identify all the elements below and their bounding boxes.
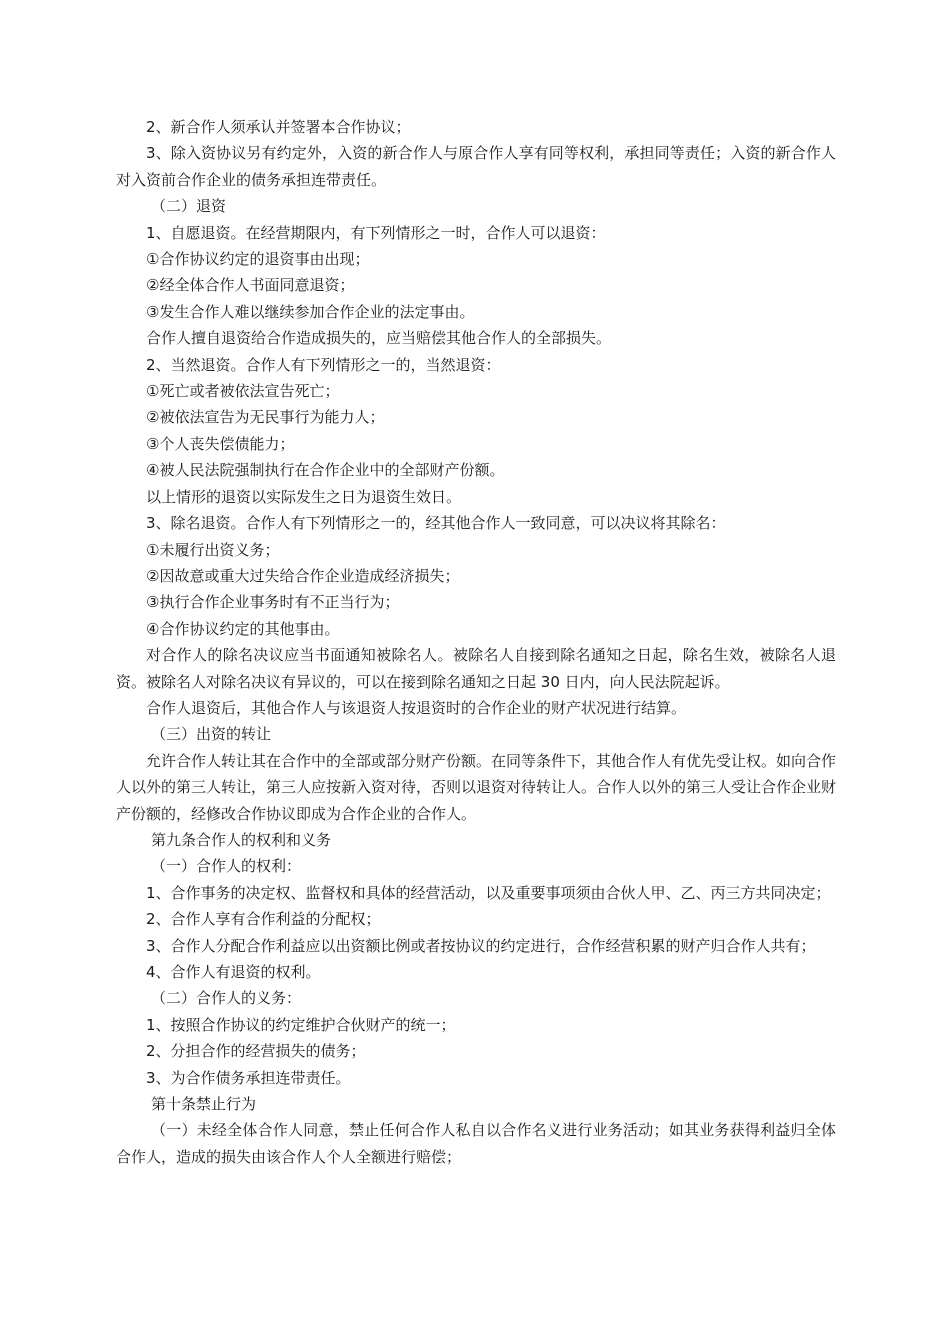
paragraph: 对合作人的除名决议应当书面通知被除名人。被除名人自接到除名通知之日起，除名生效，被除名人退资。被除名人对除名决议有异议的，可以在接到除名通知之日起 30 日内，向人民法院起诉。 — [116, 646, 836, 691]
paragraph: 2、新合作人须承认并签署本合作协议； — [146, 118, 411, 136]
section-heading: 第九条合作人的权利和义务 — [151, 830, 332, 849]
paragraph: 3、为合作债务承担连带责任。 — [146, 1068, 351, 1087]
paragraph: ③发生合作人难以继续参加合作企业的法定事由。 — [146, 302, 475, 321]
paragraph: ④被人民法院强制执行在合作企业中的全部财产份额。 — [146, 461, 505, 480]
paragraph: 允许合作人转让其在合作中的全部或部分财产份额。在同等条件下，其他合作人有优先受让权。如向合作人以外的第三人转让，第三人应按新入资对待，否则以退资对待转让人。合作人以外的第三人受让合作企业财产份额的，经修改合作协议即成为合作企业的合作人。 — [116, 751, 837, 823]
paragraph: 2、合作人享有合作利益的分配权； — [146, 910, 381, 929]
section-heading: （二）合作人的义务： — [151, 989, 302, 1008]
paragraph: ②经全体合作人书面同意退资； — [146, 276, 355, 295]
paragraph: ③个人丧失偿债能力； — [146, 434, 295, 453]
paragraph: ①未履行出资义务； — [146, 540, 280, 559]
paragraph: 3、除名退资。合作人有下列情形之一的，经其他合作人一致同意，可以决议将其除名： — [146, 514, 726, 533]
paragraph: 合作人退资后，其他合作人与该退资人按退资时的合作企业的财产状况进行结算。 — [146, 698, 687, 717]
section-heading: 第十条禁止行为 — [151, 1095, 257, 1114]
paragraph: ①合作协议约定的退资事由出现； — [146, 250, 370, 269]
paragraph: ③执行合作企业事务时有不正当行为； — [146, 593, 400, 612]
section-heading: （二）退资 — [151, 197, 227, 216]
section-heading: （三）出资的转让 — [151, 725, 272, 744]
paragraph: 1、合作事务的决定权、监督权和具体的经营活动，以及重要事项须由合伙人甲、乙、丙三方共同决定； — [146, 883, 831, 902]
paragraph: 以上情形的退资以实际发生之日为退资生效日。 — [146, 487, 462, 506]
paragraph: 合作人擅自退资给合作造成损失的，应当赔偿其他合作人的全部损失。 — [146, 329, 612, 348]
paragraph: ④合作协议约定的其他事由。 — [146, 619, 340, 638]
paragraph: 3、合作人分配合作利益应以出资额比例或者按协议的约定进行，合作经营积累的财产归合作人共有； — [146, 936, 816, 955]
paragraph: 3、除入资协议另有约定外，入资的新合作人与原合作人享有同等权利，承担同等责任；入资的新合作人对入资前合作企业的债务承担连带责任。 — [116, 144, 836, 189]
paragraph: 2、当然退资。合作人有下列情形之一的，当然退资： — [146, 355, 501, 374]
paragraph: 4、合作人有退资的权利。 — [146, 963, 321, 981]
paragraph: ②被依法宣告为无民事行为能力人； — [146, 408, 385, 427]
section-heading: （一）合作人的权利： — [151, 857, 302, 876]
paragraph: ①死亡或者被依法宣告死亡； — [146, 382, 340, 401]
paragraph: 1、按照合作协议的约定维护合伙财产的统一； — [146, 1015, 456, 1034]
paragraph: ②因故意或重大过失给合作企业造成经济损失； — [146, 566, 460, 585]
document-body — [116, 114, 836, 1170]
paragraph: 2、分担合作的经营损失的债务； — [146, 1042, 366, 1061]
section-heading: （一）未经全体合作人同意，禁止任何合作人私自以合作名义进行业务活动；如其业务获得利益归全体合作人，造成的损失由该合作人个人全额进行赔偿； — [116, 1121, 836, 1166]
paragraph: 1、自愿退资。在经营期限内，有下列情形之一时，合作人可以退资： — [146, 223, 606, 242]
